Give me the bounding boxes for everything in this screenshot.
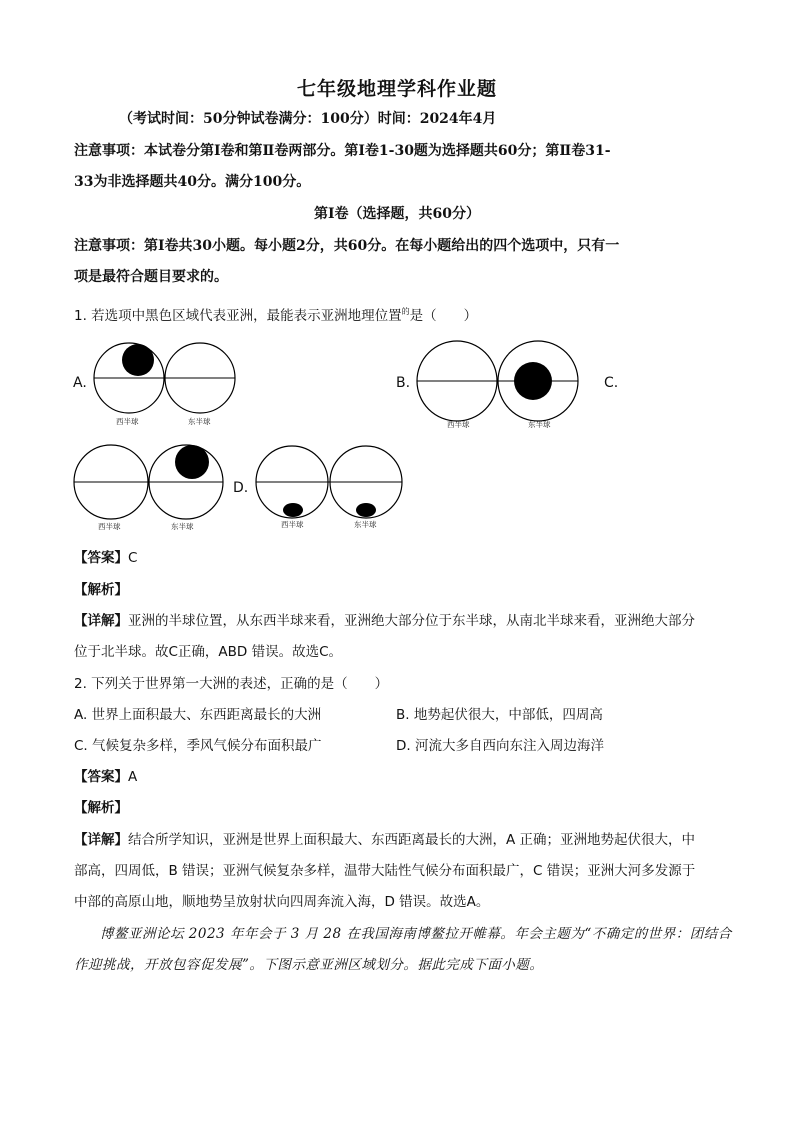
q1-option-b-globes[interactable]	[415, 338, 585, 433]
q2-option-b[interactable]: B. 地势起伏很大，中部低，四周高	[396, 707, 603, 723]
q2-detail-line3: 中部的高原山地，顺地势呈放射状向四周奔流入海，D 错误。故选A。	[74, 894, 490, 910]
notice2-line2: 项是最符合题目要求的。	[74, 269, 228, 285]
q1-detail-line1: 【详解】亚洲的半球位置，从东西半球来看，亚洲绝大部分位于东半球，从南北半球来看，亚洲绝大部分	[74, 613, 695, 629]
q1-option-a-label[interactable]: A.	[73, 375, 87, 391]
west-hemisphere-label: 西半球	[447, 420, 470, 429]
west-hemisphere-label: 西半球	[281, 520, 304, 529]
east-hemisphere-label: 东半球	[188, 417, 211, 426]
asia-region-marker	[122, 344, 154, 376]
q1-stem: 1. 若选项中黑色区域代表亚洲，最能表示亚洲地理位置$^的$是（ ）	[74, 307, 478, 324]
east-hemisphere-label: 东半球	[354, 520, 377, 529]
notice1-line2: 33为非选择题共40分。满分100分。	[74, 174, 311, 190]
q1-detail-line2: 位于北半球。故C正确，ABD 错误。故选C。	[74, 644, 343, 660]
q2-detail-line1: 【详解】结合所学知识，亚洲是世界上面积最大、东西距离最长的大洲，A 正确；亚洲地势起伏很大，中	[74, 832, 696, 848]
q1-analysis-label: 【解析】	[74, 582, 128, 598]
asia-region-marker	[175, 445, 209, 479]
passage-line1: 博鳌亚洲论坛 2023 年年会于 3 月 28 在我国海南博鳌拉开帷幕。年会主题为“不确定的世界：团结合	[100, 926, 732, 942]
asia-region-marker	[514, 362, 552, 400]
east-hemisphere-label: 东半球	[171, 522, 194, 531]
q1-option-d-label[interactable]: D.	[233, 480, 249, 496]
q1-option-c-globes[interactable]	[73, 410, 248, 535]
west-region-marker	[283, 503, 303, 517]
notice2-line1: 注意事项：第Ⅰ卷共30小题。每小题2分，共60分。在每小题给出的四个选项中，只有一	[74, 238, 620, 254]
passage-line2: 作迎挑战，开放包容促发展”。下图示意亚洲区域划分。据此完成下面小题。	[74, 957, 544, 973]
q2-analysis-label: 【解析】	[74, 800, 128, 816]
exam-subtitle: （考试时间：50分钟试卷满分：100分）时间：2024年4月	[119, 111, 497, 127]
west-hemisphere-label: 西半球	[98, 522, 121, 531]
west-hemisphere-label: 西半球	[116, 417, 139, 426]
q2-option-a[interactable]: A. 世界上面积最大、东西距离最长的大洲	[74, 707, 322, 723]
q2-option-c[interactable]: C. 气候复杂多样，季风气候分布面积最广	[74, 738, 322, 754]
page-title: 七年级地理学科作业题	[296, 78, 497, 100]
q1-answer: 【答案】C	[74, 550, 138, 566]
q2-answer: 【答案】A	[74, 769, 138, 785]
q2-detail-line2: 部高，四周低，B 错误；亚洲气候复杂多样，温带大陆性气候分布面积最广，C 错误；亚洲大河多发源于	[74, 863, 696, 879]
q1-option-d-globes[interactable]	[255, 440, 415, 535]
q2-stem: 2. 下列关于世界第一大洲的表述，正确的是（ ）	[74, 676, 389, 692]
q2-option-d[interactable]: D. 河流大多自西向东注入周边海洋	[396, 738, 604, 754]
east-hemisphere-label: 东半球	[528, 420, 551, 429]
section1-heading: 第Ⅰ卷（选择题，共60分）	[313, 206, 481, 222]
q1-option-c-label[interactable]: C.	[604, 375, 619, 391]
q1-option-b-label[interactable]: B.	[396, 375, 411, 391]
notice1-line1: 注意事项：本试卷分第Ⅰ卷和第Ⅱ卷两部分。第Ⅰ卷1-30题为选择题共60分；第Ⅱ卷31-	[74, 143, 611, 159]
east-region-marker	[356, 503, 376, 517]
